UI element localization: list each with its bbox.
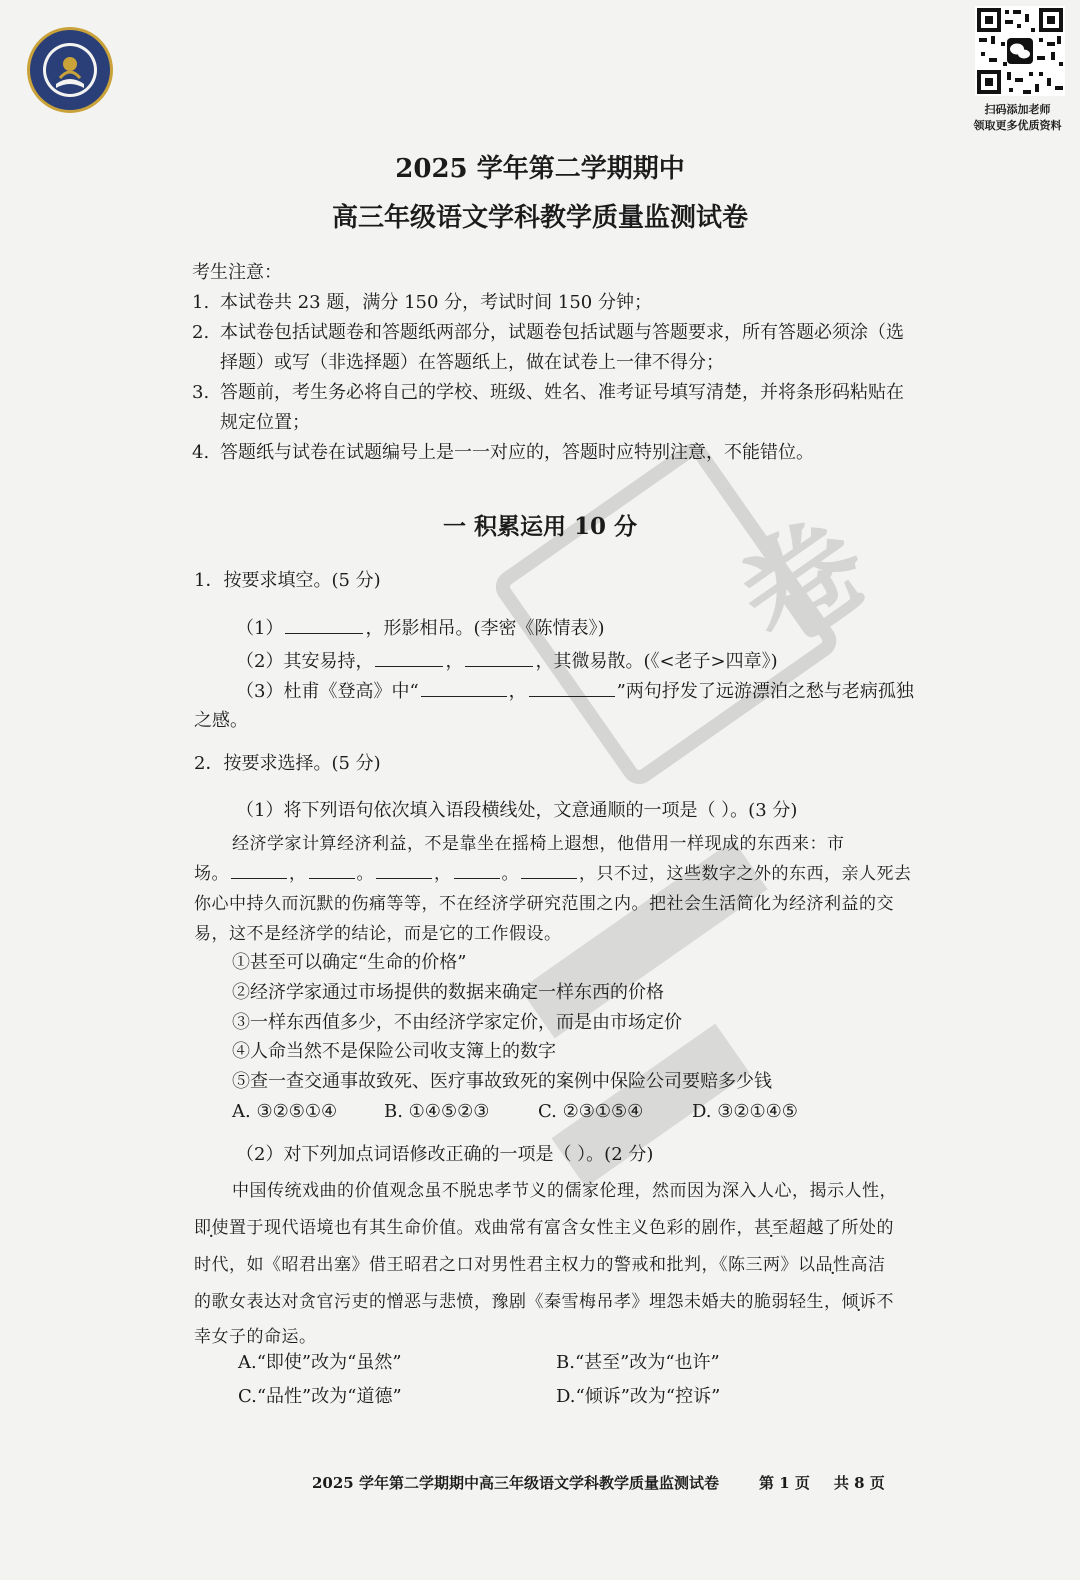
passage-text: 。 (501, 864, 519, 884)
notice-item (192, 438, 972, 468)
q2-part1-passage-line: 易，这不是经济学的结论，而是它的工作假设。 (194, 924, 562, 944)
q2-stem: 2．按要求选择。(5 分) (194, 753, 381, 774)
notice-item-num: 4. (192, 442, 210, 463)
choice-c[interactable]: C. ②③①⑤④ (538, 1101, 644, 1122)
q2-part2-passage-line (194, 1250, 886, 1280)
exam-notice (192, 258, 972, 468)
notice-item-text: 本试卷共 23 题，满分 150 分，考试时间 150 分钟； (220, 292, 652, 313)
passage-text: ，只不过，这些数字之外的东西，亲人死去 (579, 864, 912, 884)
q2-part2-passage-line: 中国传统戏曲的价值观念虽不脱忠孝节义的儒家伦理，然而因为深入人心，揭示人性， (232, 1181, 897, 1201)
passage-text: 时代，如《昭君出塞》借王昭君之口对男性君主权力的警戒和批判，《陈三两》以 (194, 1255, 816, 1275)
answer-blank[interactable] (231, 860, 287, 879)
answer-blank[interactable] (421, 678, 507, 697)
dotted-word: 甚至 (754, 1218, 789, 1238)
answer-blank[interactable] (454, 860, 500, 879)
q2-option: ⑤查一查交通事故致死、医疗事故致死的案例中保险公司要赔多少钱 (232, 1071, 772, 1092)
answer-blank[interactable] (309, 860, 355, 879)
dotted-word: 倾诉 (841, 1292, 877, 1312)
q2-option: ③一样东西值多少，不由经济学家定价，而是由市场定价 (232, 1012, 682, 1033)
passage-text: ， (434, 864, 452, 884)
q2-option: ①甚至可以确定“生命的价格” (232, 952, 467, 973)
footer-total: 共 8 页 (833, 1474, 885, 1492)
answer-blank[interactable] (529, 678, 615, 697)
q1-sub3 (236, 677, 914, 707)
page-footer (312, 1472, 885, 1493)
q1-sub3-tail: 之感。 (194, 710, 248, 731)
passage-text: 置于现代语境也有其生命价值。戏曲常有富含女性主义色彩的剧作， (229, 1218, 754, 1238)
choice-d[interactable]: D. ③②①④⑤ (692, 1101, 798, 1122)
q2-part2-passage-line (194, 1287, 894, 1317)
answer-d[interactable]: D.“倾诉”改为“控诉” (556, 1386, 721, 1407)
choice-b[interactable]: B. ①④⑤②③ (384, 1101, 490, 1122)
passage-text: 不 (876, 1292, 894, 1312)
q2-part2-passage-line: 幸女子的命运。 (194, 1327, 317, 1347)
answer-c[interactable]: C.“品性”改为“道德” (238, 1386, 402, 1407)
notice-item (192, 378, 972, 408)
notice-heading: 考生注意： (192, 262, 282, 283)
exam-title-line1: 2025 学年第二学期期中 (395, 154, 685, 184)
notice-item-text: 本试卷包括试题卷和答题纸两部分，试题卷包括试题与答题要求，所有答题必须涂（选 (220, 322, 904, 343)
passage-text: 高洁 (850, 1255, 886, 1275)
qr-code-icon (975, 6, 1065, 96)
passage-text: 超越了所处的 (789, 1218, 894, 1238)
q1-sub2 (236, 647, 778, 677)
q2-part2-passage-line (194, 1213, 894, 1243)
section-heading: 一 积累运用 10 分 (442, 513, 638, 540)
svg-text:卷: 卷 (715, 493, 894, 677)
answer-blank[interactable] (285, 615, 363, 634)
q2-option: ②经济学家通过市场提供的数据来确定一样东西的价格 (232, 982, 664, 1003)
qr-caption-line2: 领取更多优质资料 (973, 119, 1062, 132)
notice-item-num: 1. (192, 292, 210, 313)
answer-blank[interactable] (375, 648, 443, 667)
passage-text: 。 (356, 864, 374, 884)
notice-item-text: 答题纸与试卷在试题编号上是一一对应的，答题时应特别注意，不能错位。 (220, 442, 814, 463)
q1-sub1-pre: （1） (236, 618, 284, 639)
passage-text: 场。 (194, 864, 229, 884)
footer-page: 第 1 页 (758, 1474, 810, 1492)
q1-stem: 1．按要求填空。(5 分) (194, 570, 381, 591)
notice-item-text: 答题前，考生务必将自己的学校、班级、姓名、准考证号填写清楚，并将条形码粘贴在 (220, 382, 904, 403)
answer-blank[interactable] (376, 860, 432, 879)
q2-part1-passage-line: 你心中持久而沉默的伤痛等等，不在经济学研究范围之内。把社会生活简化为经济利益的交 (194, 894, 894, 914)
school-seal-logo (26, 26, 114, 114)
notice-item-num: 2. (192, 322, 210, 343)
dotted-word: 即使 (194, 1218, 229, 1238)
answer-b[interactable]: B.“甚至”改为“也许” (556, 1352, 720, 1373)
footer-title: 2025 学年第二学期期中高三年级语文学科教学质量监测试卷 (312, 1474, 719, 1492)
notice-item (192, 288, 972, 318)
q2-part2-stem: （2）对下列加点词语修改正确的一项是（ ）。(2 分) (236, 1144, 654, 1165)
notice-item-continued: 规定位置； (220, 412, 310, 433)
q2-part1-stem: （1）将下列语句依次填入语段横线处，文意通顺的一项是（ ）。(3 分) (236, 800, 798, 821)
q1-sub1 (236, 614, 605, 644)
passage-text: 的歌女表达对贪官污吏的憎恶与悲愤，豫剧《秦雪梅吊孝》埋怨未婚夫的脆弱轻生， (194, 1292, 842, 1312)
q1-sub3-post: ”两句抒发了远游漂泊之愁与老病孤独 (616, 681, 914, 702)
answer-a[interactable]: A.“即使”改为“虽然” (238, 1352, 402, 1373)
q2-part1-passage-line: 经济学家计算经济利益，不是靠坐在摇椅上遐想，他借用一样现成的东西来：市 (232, 834, 845, 854)
answer-blank[interactable] (521, 860, 577, 879)
q1-sub2-post: ，其微易散。(《<老子>四章》) (535, 651, 778, 672)
q2-part1-passage-line (194, 859, 912, 889)
notice-item-continued: 择题）或写（非选择题）在答题纸上，做在试卷上一律不得分； (220, 352, 724, 373)
dotted-word: 品性 (815, 1255, 851, 1275)
q1-sub1-post: ，形影相吊。(李密《陈情表》) (365, 618, 605, 639)
q2-option: ④人命当然不是保险公司收支簿上的数字 (232, 1041, 556, 1062)
qr-caption (955, 102, 1080, 134)
q1-sub2-mid: ， (445, 651, 464, 672)
notice-item (192, 318, 972, 348)
qr-caption-line1: 扫码添加老师 (984, 103, 1051, 116)
notice-item-num: 3. (192, 382, 210, 403)
q1-sub3-pre: （3）杜甫《登高》中“ (236, 681, 419, 702)
passage-text: ， (289, 864, 307, 884)
q1-sub2-pre: （2）其安易持， (236, 651, 374, 672)
answer-blank[interactable] (465, 648, 533, 667)
q1-sub3-mid: ， (508, 681, 527, 702)
exam-title-line2: 高三年级语文学科教学质量监测试卷 (331, 203, 748, 233)
choice-a[interactable]: A. ③②⑤①④ (232, 1101, 338, 1122)
